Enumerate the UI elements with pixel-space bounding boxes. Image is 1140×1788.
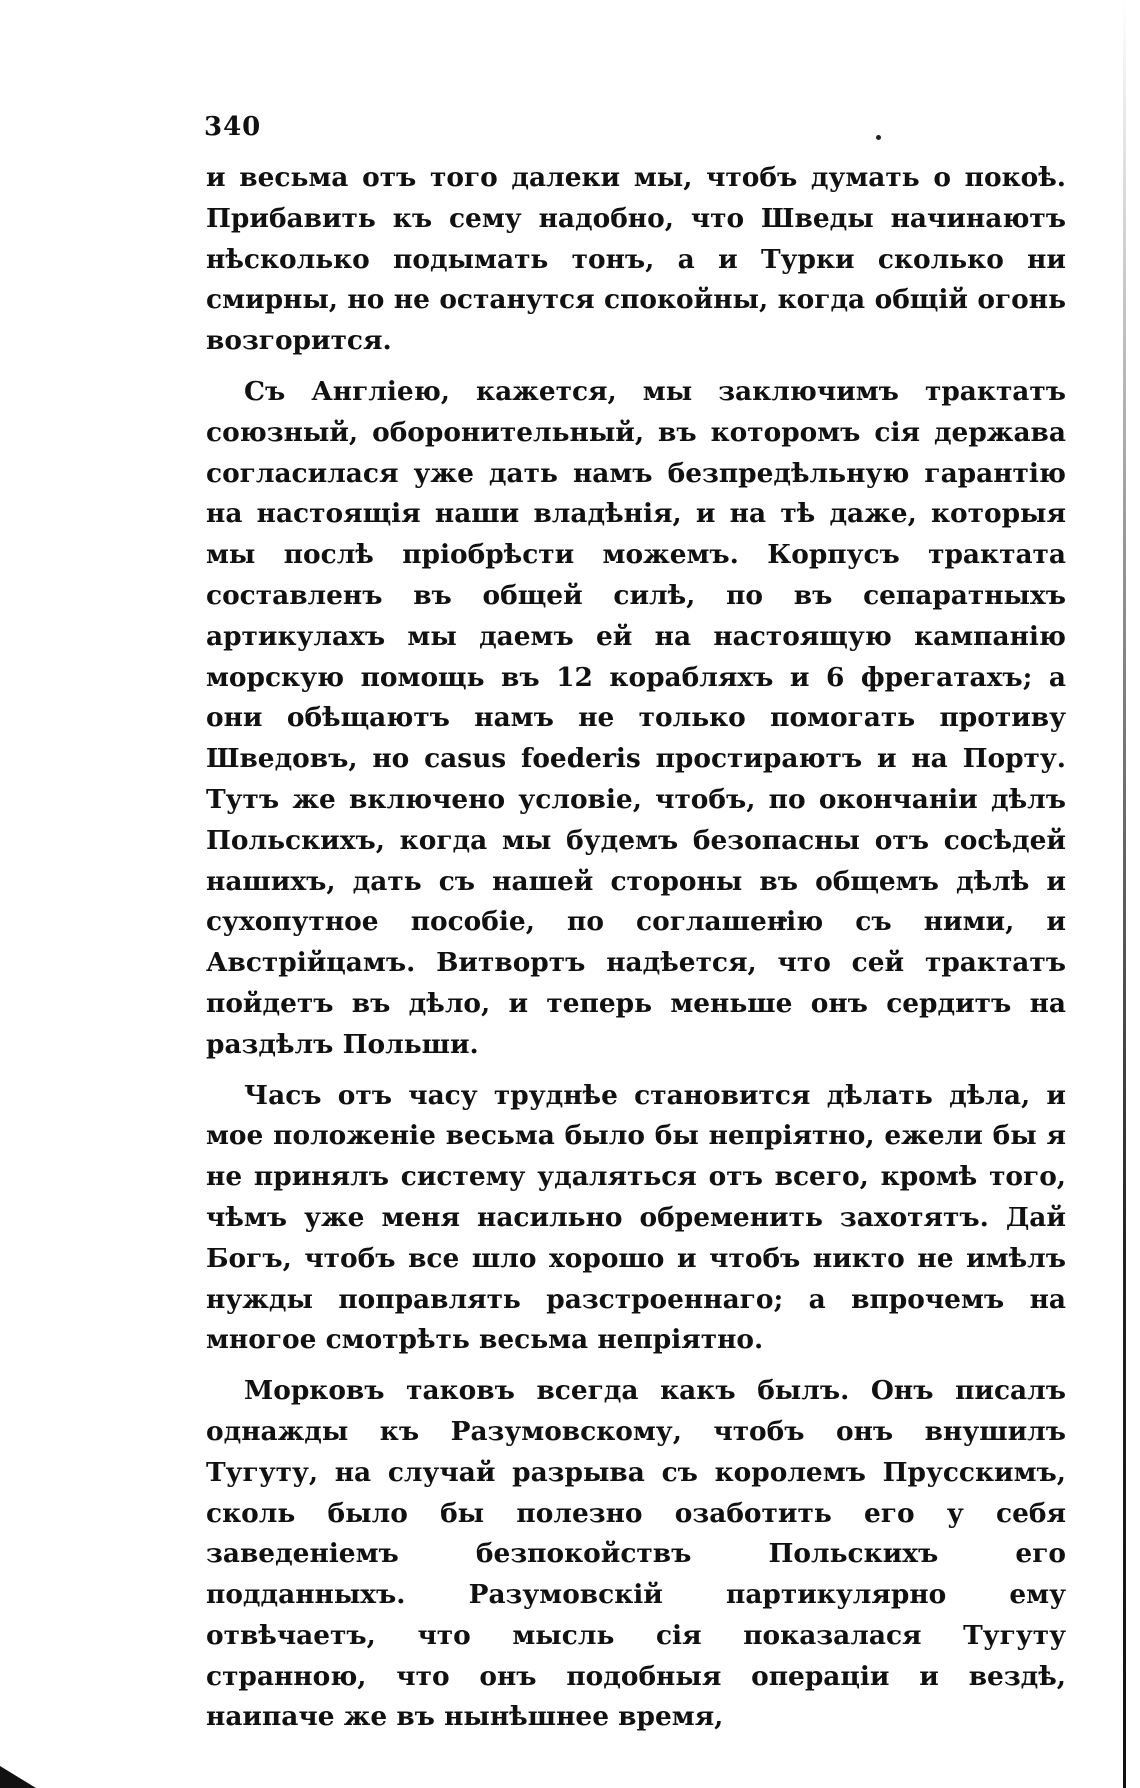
body-text	[206, 158, 1066, 1748]
paragraph: Часъ отъ часу труднѣе становится дѣлать дѣла, и мое положеніе весьма было бы непріятно, ежели бы я не принялъ систему удаляться отъ всего, кромѣ того, чѣмъ уже меня насильно обременить захотятъ. Дай Богъ, чтобъ все шло хорошо и чтобъ никто не имѣлъ нужды поправлять разстроеннаго; а впрочемъ на многое смотрѣть весьма непріятно.	[206, 1079, 1066, 1356]
page-edge-shadow	[1123, 0, 1126, 1788]
corner-mark	[0, 1766, 36, 1788]
ink-dot	[876, 135, 881, 140]
paragraph: и весьма отъ того далеки мы, чтобъ думать о покоѣ. Прибавить къ сему надобно, что Шведы начинаютъ нѣсколько подымать тонъ, а и Турки сколько ни смирны, но не останутся спокойны, когда общій огонь возгорится.	[206, 162, 1066, 357]
paragraph: Морковъ таковъ всегда какъ былъ. Онъ писалъ однажды къ Разумовскому, чтобъ онъ внушилъ Тугуту, на случай разрыва съ королемъ Прусскимъ, сколь было бы полезно озаботить его у себя заведеніемъ безпокойствъ Польскихъ его подданныхъ. Разумовскій партикулярно ему отвѣчаетъ, что мысль сія показалася Тугуту странною, что онъ подобныя операціи и вездѣ, наипаче же въ нынѣшнее время,	[206, 1375, 1066, 1733]
page-number: 340	[204, 112, 262, 142]
paragraph: Съ Англіею, кажется, мы заключимъ трактатъ союзный, оборонительный, въ которомъ сія держава согласилася уже дать намъ безпредѣльную гарантію на настоящія наши владѣнія, и на тѣ даже, которыя мы послѣ пріобрѣсти можемъ. Корпусъ трактата составленъ въ общей силѣ, по въ сепаратныхъ артикулахъ мы даемъ ей на настоящую кампанію морскую помощь въ 12 корабляхъ и 6 фрегатахъ; а они обѣщаютъ намъ не только помогать противу Шведовъ, но casus foederis простираютъ и на Порту. Тутъ же включено условіе, чтобъ, по окончаніи дѣлъ Польскихъ, когда мы будемъ безопасны отъ сосѣдей нашихъ, дать съ нашей стороны въ общемъ дѣлѣ и сухопутное пособіе, по соглашенію съ ними, и Австрійцамъ. Витвортъ надѣется, что сей трактатъ пойдетъ въ дѣло, и теперь меньше онъ сердитъ на раздѣлъ Польши.	[206, 375, 1066, 1060]
